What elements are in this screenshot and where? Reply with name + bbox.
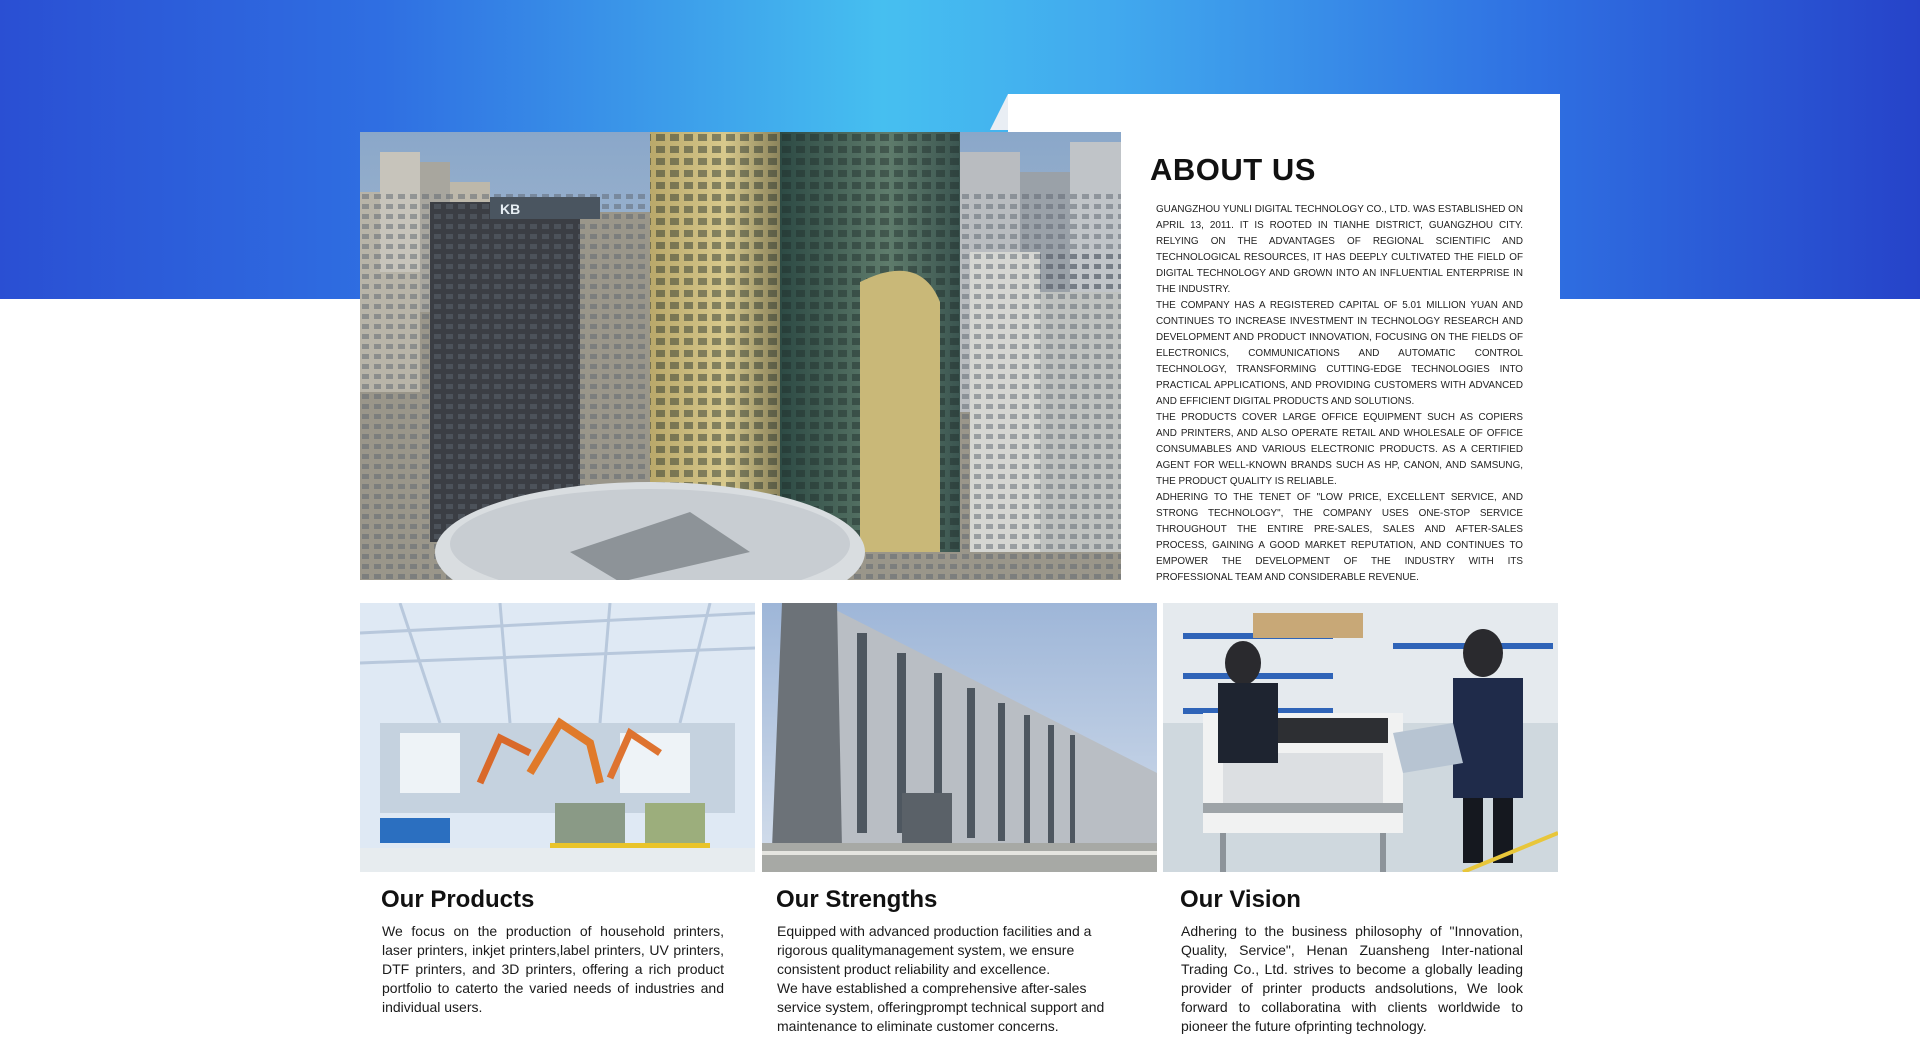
factory-robots-photo <box>360 603 755 872</box>
about-paragraph: THE COMPANY HAS A REGISTERED CAPITAL OF 5.01 MILLION YUAN AND CONTINUES TO INCREASE INVESTMENT IN TECHNOLOGY RESEARCH AND DEVELOPMENT AND PRODUCT INNOVATION, FOCUSING ON THE FIELDS OF ELECTRONICS, COMMUNICATIONS AND AUTOMATIC CONTROL TECHNOLOGY, TRANSFORMING CUTTING-EDGE TECHNOLOGIES INTO PRACTICAL APPLICATIONS, AND PROVIDING CUSTOMERS WITH ADVANCED AND EFFICIENT DIGITAL PRODUCTS AND SOLUTIONS. <box>1156 300 1523 407</box>
city-skyline-photo <box>360 132 1121 580</box>
our-strengths-text-2: We have established a comprehensive after-sales service system, offeringprompt technical support and maintenance to eliminate customer concerns. <box>777 980 1105 1034</box>
card-fold-decoration <box>990 94 1008 130</box>
team-printer-photo <box>1163 603 1558 872</box>
about-paragraph: THE PRODUCTS COVER LARGE OFFICE EQUIPMENT SUCH AS COPIERS AND PRINTERS, AND ALSO OPERATE RETAIL AND WHOLESALE OF OFFICE CONSUMABLES AND VARIOUS ELECTRONIC PRODUCTS. AS A CERTIFIED AGENT FOR WELL-KNOWN BRANDS SUCH AS HP, CANON, AND SAMSUNG, THE PRODUCT QUALITY IS RELIABLE. <box>1156 412 1523 487</box>
our-vision-title: Our Vision <box>1180 886 1301 913</box>
our-strengths-text-1: Equipped with advanced production facilities and a rigorous qualitymanagement system, we ensure consistent product reliability and excellence. <box>777 923 1092 977</box>
about-us-body <box>1156 202 1523 586</box>
our-strengths-title: Our Strengths <box>776 886 938 913</box>
about-paragraph: ADHERING TO THE TENET OF "LOW PRICE, EXCELLENT SERVICE, AND STRONG TECHNOLOGY", THE COMPANY USES ONE-STOP SERVICE THROUGHOUT THE ENTIRE PRE-SALES, SALES AND AFTER-SALES PROCESS, GAINING A GOOD MARKET REPUTATION, AND CONTINUES TO EMPOWER THE DEVELOPMENT OF THE INDUSTRY WITH ITS PROFESSIONAL TEAM AND CONSIDERABLE REVENUE. <box>1156 492 1523 583</box>
our-strengths-section <box>776 884 1126 1036</box>
our-products-title: Our Products <box>381 886 535 913</box>
about-us-title: ABOUT US <box>1150 152 1316 187</box>
about-paragraph: GUANGZHOU YUNLI DIGITAL TECHNOLOGY CO., LTD. WAS ESTABLISHED ON APRIL 13, 2011. IT IS ROOTED IN TIANHE DISTRICT, GUANGZHOU CITY. RELYING ON THE ADVANTAGES OF REGIONAL SCIENTIFIC AND TECHNOLOGICAL RESOURCES, IT HAS DEEPLY CULTIVATED THE FIELD OF DIGITAL TECHNOLOGY AND GROWN INTO AN INFLUENTIAL ENTERPRISE IN THE INDUSTRY. <box>1156 204 1523 295</box>
factory-building-photo <box>762 603 1157 872</box>
our-vision-section <box>1180 884 1523 1036</box>
our-products-section <box>381 884 724 1017</box>
our-products-text: We focus on the production of household printers, laser printers, inkjet printers,label printers, UV printers, DTF printers, and 3D printers, offering a rich product portfolio to caterto the varied needs of industries and individual users. <box>382 923 724 1015</box>
our-vision-text: Adhering to the business philosophy of "Innovation, Quality, Service", Henan Zuansheng Inter-national Trading Co., Ltd. strives to become a globally leading provider of printer products andsolutions, We look forward to collaboratina with clients worldwide to pioneer the future ofprinting technology. <box>1181 923 1523 1034</box>
building-sign-text: KB <box>500 201 521 217</box>
